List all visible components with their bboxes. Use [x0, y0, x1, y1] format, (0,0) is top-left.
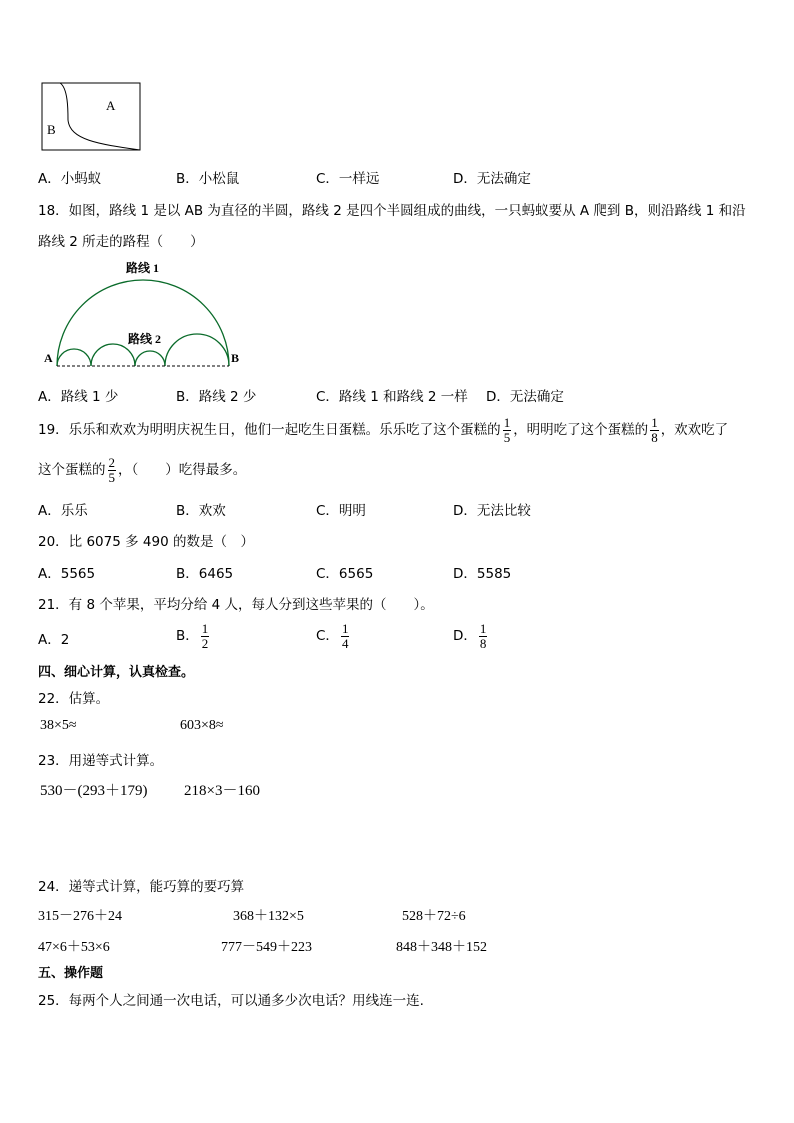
q24-expr-row2-1: 47×6＋53×6 [38, 940, 110, 955]
q21-option-c-prefix: C． [316, 628, 339, 644]
q20-option-a[interactable]: A．5565 [38, 566, 96, 582]
route2-semicircle-4 [165, 334, 229, 366]
q22-title: 22．估算。 [38, 691, 110, 707]
q19-part2: ，明明吃了这个蛋糕的 [513, 422, 649, 438]
section5-title: 五、操作题 [38, 966, 104, 981]
q19-text-line1 [38, 410, 728, 450]
q19-part3: ，欢欢吃了 [660, 422, 729, 438]
route2-semicircle-2 [91, 344, 135, 366]
point-a-label: A [44, 351, 53, 365]
fraction-two-fifths: $\frac{2}{5}$ [108, 454, 115, 485]
q18-figure [38, 258, 248, 372]
q18-option-d[interactable]: D．无法确定 [486, 389, 564, 405]
q21-option-c[interactable] [316, 616, 351, 656]
q17-figure [38, 80, 148, 154]
q18-option-a[interactable]: A．路线 1 少 [38, 389, 119, 405]
q23-title: 23．用递等式计算。 [38, 753, 164, 769]
region-b-label: B [47, 122, 56, 137]
q21-option-d[interactable] [453, 616, 489, 656]
q24-expr-row2-3: 848＋348＋152 [396, 940, 487, 955]
dividing-curve [60, 83, 140, 150]
q19-text-line2 [38, 450, 246, 490]
fraction-one-eighth-option: $\frac{1}{8}$ [479, 620, 487, 651]
q22-expr1: 38×5≈ [40, 718, 77, 733]
route2-semicircle-3 [135, 351, 165, 366]
q23-expr1: 530－(293＋179) [40, 783, 148, 799]
q19-option-b[interactable]: B．欢欢 [176, 503, 226, 519]
q20-option-b[interactable]: B．6465 [176, 566, 234, 582]
q19-part1: 19．乐乐和欢欢为明明庆祝生日，他们一起吃生日蛋糕。乐乐吃了这个蛋糕的 [38, 422, 501, 438]
q18-option-b[interactable]: B．路线 2 少 [176, 389, 257, 405]
q20-text: 20．比 6075 多 490 的数是（ ） [38, 534, 254, 550]
fraction-one-fifth: $\frac{1}{5}$ [503, 414, 511, 445]
q24-expr-row1-1: 315－276＋24 [38, 909, 122, 924]
fraction-one-eighth: $\frac{1}{8}$ [651, 414, 658, 445]
q20-option-c[interactable]: C．6565 [316, 566, 374, 582]
q25-text: 25．每两个人之间通一次电话，可以通多少次电话？用线连一连. [38, 993, 424, 1009]
q19-option-c[interactable]: C．明明 [316, 503, 366, 519]
region-a-label: A [106, 98, 116, 113]
q23-expr2: 218×3－160 [184, 783, 260, 799]
q19-part4: 这个蛋糕的 [38, 462, 106, 478]
q18-option-c[interactable]: C．路线 1 和路线 2 一样 [316, 389, 468, 405]
q19-option-a[interactable]: A．乐乐 [38, 503, 88, 519]
q17-option-c[interactable]: C．一样远 [316, 171, 380, 187]
q18-text-line2: 路线 2 所走的路程（ ） [38, 234, 204, 250]
q19-part5: ，（ ）吃得最多。 [118, 462, 247, 478]
q21-option-b-prefix: B． [176, 628, 199, 644]
q21-text: 21．有 8 个苹果，平均分给 4 人，每人分到这些苹果的（ ）。 [38, 597, 434, 613]
q17-option-a[interactable]: A．小蚂蚁 [38, 171, 102, 187]
q24-title: 24．递等式计算，能巧算的要巧算 [38, 879, 245, 895]
q24-expr-row1-2: 368＋132×5 [233, 909, 304, 924]
section4-title: 四、细心计算，认真检查。 [38, 665, 195, 680]
fraction-one-half: $\frac{1}{2}$ [201, 620, 209, 651]
q20-option-d[interactable]: D．5585 [453, 566, 512, 582]
q19-option-d[interactable]: D．无法比较 [453, 503, 531, 519]
q21-option-d-prefix: D． [453, 628, 477, 644]
q24-expr-row2-2: 777－549＋223 [221, 940, 312, 955]
q24-expr-row1-3: 528＋72÷6 [402, 909, 466, 924]
point-b-label: B [231, 351, 240, 365]
route2-semicircle-1 [57, 349, 91, 366]
figure-frame [42, 83, 140, 150]
route1-label: 路线 1 [126, 261, 160, 275]
q22-expr2: 603×8≈ [180, 718, 224, 733]
route2-label: 路线 2 [128, 332, 162, 346]
fraction-one-quarter: $\frac{1}{4}$ [341, 620, 349, 651]
q17-option-d[interactable]: D．无法确定 [453, 171, 531, 187]
q18-text-line1: 18．如图，路线 1 是以 AB 为直径的半圆，路线 2 是四个半圆组成的曲线，一只蚂蚁要从 A 爬到 B，则沿路线 1 和沿 [38, 203, 746, 219]
q21-option-a[interactable]: A．2 [38, 632, 70, 648]
q17-option-b[interactable]: B．小松鼠 [176, 171, 240, 187]
q21-option-b[interactable] [176, 616, 211, 656]
